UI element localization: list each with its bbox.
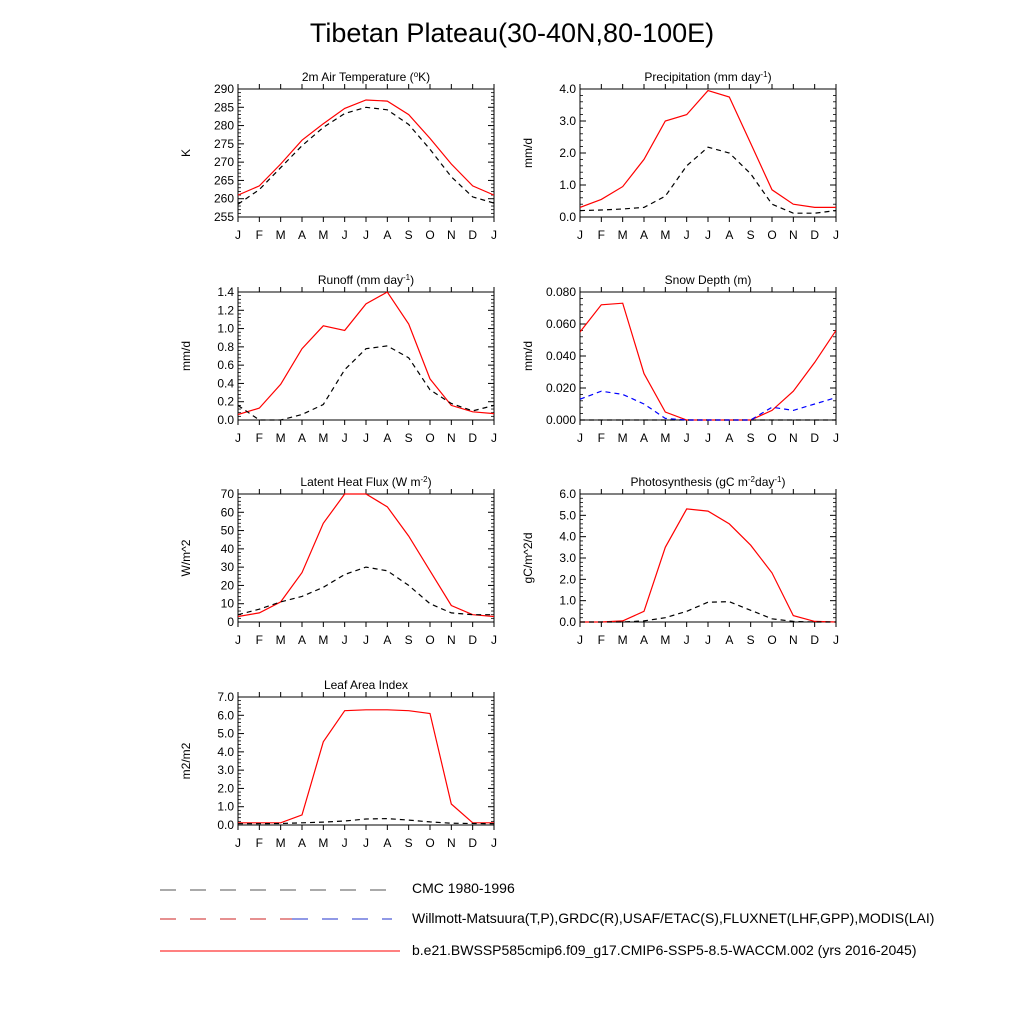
panel-title-part: Snow Depth (m) [664, 273, 752, 287]
plot-frame [580, 89, 836, 217]
x-tick-label: S [746, 633, 755, 647]
x-tick-label: J [705, 228, 711, 242]
x-tick-label: J [235, 228, 241, 242]
x-tick-label: S [746, 431, 755, 445]
y-tick-label: 1.0 [559, 593, 576, 608]
x-tick-label: A [639, 431, 649, 445]
panel-2 [179, 273, 497, 446]
panel-title-part: day [755, 475, 775, 489]
panel-title-part: Precipitation (mm day [644, 70, 761, 84]
y-tick-label: 3.0 [559, 114, 576, 128]
x-tick-label: O [767, 633, 777, 647]
x-tick-label: J [683, 633, 690, 647]
x-tick-label: M [318, 228, 329, 242]
y-tick-label: 0.020 [545, 381, 576, 395]
x-tick-label: A [383, 633, 392, 647]
x-tick-label: N [446, 633, 456, 647]
panel-title [300, 475, 431, 490]
panel-title-part: o [413, 69, 419, 79]
x-tick-label: F [597, 633, 606, 647]
y-tick-label: 5.0 [559, 508, 576, 523]
y-axis-label: m2/m2 [179, 742, 193, 780]
panel-1 [521, 70, 839, 243]
series-line-obs [580, 147, 836, 213]
y-tick-label: 10 [220, 596, 234, 611]
series-line-model [580, 509, 836, 622]
y-tick-label: 50 [220, 523, 234, 538]
y-axis-label: mm/d [521, 341, 535, 371]
x-tick-label: A [383, 228, 392, 242]
y-tick-label: 280 [213, 118, 234, 133]
x-tick-label: M [275, 431, 286, 445]
panel-title-part: -1 [403, 272, 411, 282]
y-axis-label: gC/m^2/d [521, 532, 535, 584]
series-line-obs [580, 602, 836, 622]
x-tick-label: A [297, 633, 307, 647]
x-tick-label: J [341, 836, 348, 850]
y-tick-label: 0.6 [217, 358, 234, 373]
x-tick-label: J [363, 633, 369, 647]
y-tick-label: 265 [213, 173, 234, 188]
panel-title-part: ) [767, 70, 772, 84]
x-tick-label: O [425, 228, 435, 242]
x-tick-label: J [235, 836, 241, 850]
x-tick-label: J [491, 633, 497, 647]
x-tick-label: D [468, 431, 478, 445]
x-tick-label: N [788, 228, 798, 242]
y-tick-label: 4.0 [217, 744, 234, 759]
x-tick-label: D [810, 228, 820, 242]
y-tick-label: 0.0 [217, 818, 234, 832]
y-tick-label: 1.0 [217, 799, 234, 814]
y-tick-label: 0.0 [559, 615, 576, 629]
x-tick-label: F [255, 431, 264, 445]
x-tick-label: A [725, 633, 734, 647]
plot-frame [580, 292, 836, 420]
panel-3 [521, 273, 839, 445]
x-tick-label: F [597, 228, 606, 242]
x-tick-label: S [404, 836, 413, 850]
x-tick-label: D [810, 431, 820, 445]
y-tick-label: 0.060 [545, 317, 576, 331]
x-tick-label: J [363, 431, 369, 445]
y-tick-label: 4.0 [559, 529, 576, 544]
panel-title-part: Latent Heat Flux (W m [300, 475, 421, 489]
series-line-model [580, 91, 836, 208]
y-tick-label: 2.0 [559, 146, 576, 160]
plot-frame [238, 292, 494, 420]
y-tick-label: 1.4 [217, 285, 234, 299]
x-tick-label: J [683, 431, 690, 445]
panel-title [631, 475, 786, 490]
x-tick-label: M [275, 836, 286, 850]
x-tick-label: J [491, 431, 497, 445]
x-tick-label: M [318, 431, 329, 445]
x-tick-label: M [617, 633, 628, 647]
y-tick-label: 1.2 [217, 303, 234, 318]
x-tick-label: J [491, 228, 497, 242]
x-tick-label: N [446, 228, 456, 242]
x-tick-label: M [617, 431, 628, 445]
x-tick-label: D [468, 228, 478, 242]
y-tick-label: 0.2 [217, 394, 234, 409]
y-tick-label: 0.040 [545, 349, 576, 363]
x-tick-label: M [617, 228, 628, 242]
panel-title [665, 273, 752, 287]
x-tick-label: F [255, 228, 264, 242]
y-tick-label: 5.0 [217, 726, 234, 741]
x-tick-label: A [725, 228, 734, 242]
panel-title-part: -1 [774, 474, 782, 484]
panel-title-part: K) [418, 70, 431, 84]
y-axis-label: K [179, 148, 193, 158]
y-tick-label: 0.0 [559, 210, 576, 224]
x-tick-label: N [446, 836, 456, 850]
x-tick-label: J [577, 228, 583, 242]
x-tick-label: N [446, 431, 456, 445]
y-tick-label: 275 [213, 136, 234, 151]
y-tick-label: 6.0 [217, 708, 234, 723]
y-tick-label: 0.0 [217, 413, 234, 427]
x-tick-label: J [491, 836, 497, 850]
y-tick-label: 0.080 [545, 285, 576, 299]
x-tick-label: F [255, 633, 264, 647]
plot-frame [238, 697, 494, 825]
x-tick-label: A [725, 431, 734, 445]
panel-title-part: Leaf Area Index [323, 678, 409, 692]
series-line-model [580, 303, 836, 420]
y-tick-label: 70 [220, 487, 234, 501]
x-tick-label: J [341, 633, 348, 647]
y-tick-label: 2.0 [559, 572, 576, 587]
legend-label-obs: Willmott-Matsuura(T,P),GRDC(R),USAF/ETAC(S),FLUXNET(LHF,GPP),MODIS(LAI) [412, 910, 935, 926]
x-tick-label: A [383, 836, 392, 850]
x-tick-label: J [705, 431, 711, 445]
y-tick-label: 40 [220, 541, 234, 556]
panel-6 [179, 678, 497, 850]
x-tick-label: M [318, 633, 329, 647]
y-tick-label: 270 [213, 155, 234, 170]
series-line-obs [238, 346, 494, 420]
series-line-model [238, 494, 494, 617]
x-tick-label: A [639, 228, 649, 242]
x-tick-label: J [235, 431, 241, 445]
panel-title-part: -2 [420, 474, 428, 484]
x-tick-label: O [425, 633, 435, 647]
x-tick-label: J [363, 836, 369, 850]
y-axis-label: mm/d [179, 341, 193, 371]
y-tick-label: 4.0 [559, 82, 576, 96]
x-tick-label: A [297, 836, 307, 850]
y-tick-label: 30 [220, 560, 234, 575]
x-tick-label: D [468, 633, 478, 647]
panel-title [644, 70, 771, 85]
page-title: Tibetan Plateau(30-40N,80-100E) [309, 18, 715, 48]
x-tick-label: M [275, 228, 286, 242]
y-tick-label: 6.0 [559, 487, 576, 501]
y-tick-label: 60 [220, 505, 234, 520]
legend-label-model: b.e21.BWSSP585cmip6.f09_g17.CMIP6-SSP5-8.5-WACCM.002 (yrs 2016-2045) [412, 942, 917, 958]
panel-title-part: 2m Air Temperature ( [301, 70, 414, 84]
x-tick-label: M [660, 431, 671, 445]
x-tick-label: S [404, 228, 413, 242]
x-tick-label: J [577, 633, 583, 647]
y-tick-label: 0.8 [217, 339, 234, 354]
y-axis-label: mm/d [521, 138, 535, 168]
plot-frame [238, 89, 494, 217]
x-tick-label: M [318, 836, 329, 850]
x-tick-label: J [341, 228, 348, 242]
series-line-model [238, 710, 494, 823]
x-tick-label: N [788, 633, 798, 647]
x-tick-label: A [383, 431, 392, 445]
series-line-model [238, 292, 494, 415]
x-tick-label: S [746, 228, 755, 242]
panel-4 [179, 475, 497, 648]
x-tick-label: J [705, 633, 711, 647]
x-tick-label: J [833, 228, 839, 242]
x-tick-label: J [833, 431, 839, 445]
panel-title-part: ) [781, 475, 786, 489]
panel-5 [521, 475, 839, 648]
y-tick-label: 0 [227, 615, 234, 629]
x-tick-label: S [404, 633, 413, 647]
x-tick-label: M [275, 633, 286, 647]
panel-title-part: Runoff (mm day [317, 273, 404, 287]
x-tick-label: M [660, 228, 671, 242]
y-tick-label: 290 [213, 82, 234, 96]
panel-title [318, 273, 414, 288]
y-axis-label: W/m^2 [179, 539, 193, 577]
x-tick-label: J [833, 633, 839, 647]
x-tick-label: A [297, 431, 307, 445]
panel-title-part: Photosynthesis (gC m [630, 475, 748, 489]
panel-title [324, 678, 408, 692]
panel-title-part: -1 [760, 69, 768, 79]
y-tick-label: 260 [213, 191, 234, 206]
x-tick-label: N [788, 431, 798, 445]
x-tick-label: O [767, 431, 777, 445]
y-tick-label: 2.0 [217, 781, 234, 796]
x-tick-label: M [660, 633, 671, 647]
y-tick-label: 0.4 [217, 376, 234, 391]
series-line-obs_snow_cmc [580, 391, 836, 420]
x-tick-label: O [767, 228, 777, 242]
y-tick-label: 1.0 [559, 178, 576, 192]
x-tick-label: J [683, 228, 690, 242]
y-tick-label: 255 [213, 210, 234, 224]
y-tick-label: 7.0 [217, 690, 234, 704]
y-tick-label: 1.0 [217, 321, 234, 336]
y-tick-label: 20 [220, 578, 234, 593]
panel-0 [179, 70, 497, 243]
x-tick-label: A [639, 633, 649, 647]
x-tick-label: D [810, 633, 820, 647]
y-tick-label: 3.0 [217, 763, 234, 778]
y-tick-label: 285 [213, 100, 234, 115]
series-line-obs [238, 107, 494, 204]
x-tick-label: A [297, 228, 307, 242]
panel-title-part: -2 [747, 474, 756, 484]
x-tick-label: J [341, 431, 348, 445]
legend-label-cmc: CMC 1980-1996 [412, 880, 515, 896]
x-tick-label: D [468, 836, 478, 850]
x-tick-label: J [577, 431, 583, 445]
y-tick-label: 0.000 [545, 413, 576, 427]
x-tick-label: O [425, 431, 435, 445]
y-tick-label: 3.0 [559, 551, 576, 565]
x-tick-label: J [363, 228, 369, 242]
x-tick-label: O [425, 836, 435, 850]
x-tick-label: F [597, 431, 606, 445]
x-tick-label: S [404, 431, 413, 445]
panel-title-part: ) [427, 475, 432, 489]
x-tick-label: F [255, 836, 264, 850]
panel-title-part: ) [410, 273, 415, 287]
x-tick-label: J [235, 633, 241, 647]
panel-title [302, 70, 430, 85]
